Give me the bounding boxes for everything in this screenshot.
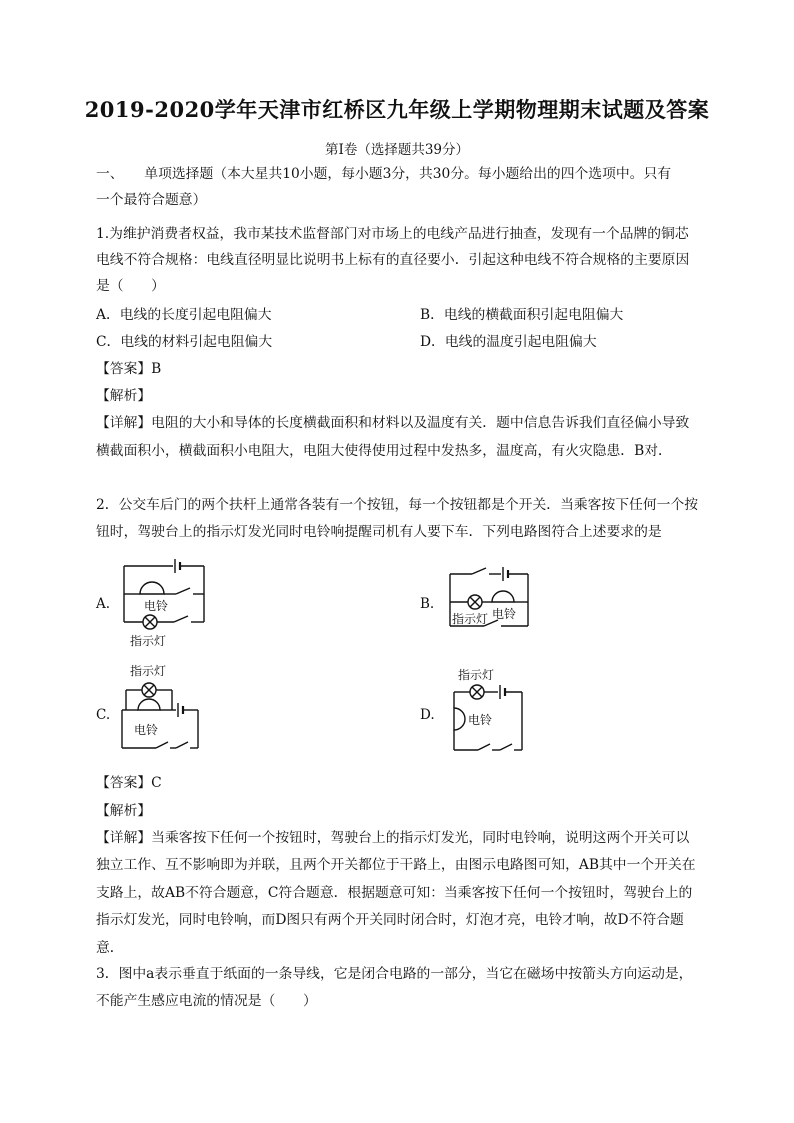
q1-detail-line-2: 横截面积小，横截面积小电阻大，电阻大使得使用过程中发热多，温度高，有火灾隐患．B对．: [96, 443, 672, 459]
q1-stem-line-1: 1.为维护消费者权益，我市某技术监督部门对市场上的电线产品进行抽查，发现有一个品牌的铜芯: [96, 226, 689, 242]
lamp-label: 指示灯: [130, 664, 167, 678]
bell-label: 电铃: [492, 607, 517, 621]
q3-stem-line-2: 不能产生感应电流的情况是（ ）: [96, 993, 317, 1009]
q1-option-d: D．电线的温度引起电阻偏大: [420, 334, 597, 350]
part-intro-line-2: 一个最符合题意）: [96, 192, 207, 208]
q3-stem-line-1: 3．图中a表示垂直于纸面的一条导线，它是闭合电路的一部分，当它在磁场中按箭头方向运动是，: [96, 966, 693, 982]
section-heading: 第Ⅰ卷（选择题共39分）: [324, 142, 469, 158]
part-intro-line-1: 一、 单项选择题（本大星共10小题，每小题3分，共30分。每小题给出的四个选项中。只有: [96, 166, 672, 182]
lamp-label: 指示灯: [458, 668, 495, 682]
q1-answer: 【答案】B: [96, 361, 162, 377]
q1-analysis-label: 【解析】: [96, 388, 152, 404]
q1-stem-line-3: 是（ ）: [96, 278, 165, 294]
q2-circuit-diagram-a: [118, 556, 214, 652]
q1-option-b: B．电线的横截面积引起电阻偏大: [420, 307, 624, 323]
bell-label: 电铃: [144, 599, 169, 613]
q2-diagram-c-letter: C.: [96, 707, 111, 723]
q1-option-c: C．电线的材料引起电阻偏大: [96, 334, 273, 350]
bell-label: 电铃: [134, 723, 159, 737]
bell-label: 电铃: [468, 713, 493, 727]
q1-detail-line-1: 【详解】电阻的大小和导体的长度横截面积和材料以及温度有关．题中信息告诉我们直径偏小导致: [96, 415, 690, 431]
q1-stem-line-2: 电线不符合规格：电线直径明显比说明书上标有的直径要小．引起这种电线不符合规格的主要原因: [96, 252, 690, 268]
q2-stem-line-2: 钮时，驾驶台上的指示灯发光同时电铃响提醒司机有人要下车．下列电路图符合上述要求的是: [96, 524, 662, 540]
q2-circuit-diagram-d: [444, 664, 530, 760]
q2-diagram-b-letter: B.: [420, 596, 435, 612]
q2-diagram-a-letter: A.: [96, 596, 111, 612]
q2-circuit-diagram-b: [444, 562, 536, 634]
q2-diagram-d-letter: D.: [420, 707, 435, 723]
q2-detail-line-5: 意．: [96, 940, 124, 956]
q2-stem-line-1: 2．公交车后门的两个扶杆上通常各装有一个按钮，每一个按钮都是个开关．当乘客按下任何一个按: [96, 497, 699, 513]
q2-analysis-label: 【解析】: [96, 803, 152, 819]
q1-option-a: A．电线的长度引起电阻偏大: [96, 307, 272, 323]
q2-circuit-diagram-c: [118, 662, 208, 766]
lamp-label: 指示灯: [452, 612, 489, 626]
page-title: 2019-2020学年天津市红桥区九年级上学期物理期末试题及答案: [84, 97, 710, 122]
q2-detail-line-2: 独立工作、互不影响即为并联，且两个开关都位于干路上，由图示电路图可知，AB其中一个开关在: [96, 857, 696, 873]
lamp-label: 指示灯: [130, 634, 167, 648]
q2-answer: 【答案】C: [96, 775, 162, 791]
q2-detail-line-3: 支路上，故AB不符合题意，C符合题意．根据题意可知：当乘客按下任何一个按钮时，驾驶台上的: [96, 885, 693, 901]
q2-detail-line-1: 【详解】当乘客按下任何一个按钮时，驾驶台上的指示灯发光，同时电铃响，说明这两个开关可以: [96, 830, 690, 846]
q2-detail-line-4: 指示灯发光，同时电铃响，而D图只有两个开关同时闭合时，灯泡才亮，电铃才响，故D不符合题: [96, 912, 684, 928]
